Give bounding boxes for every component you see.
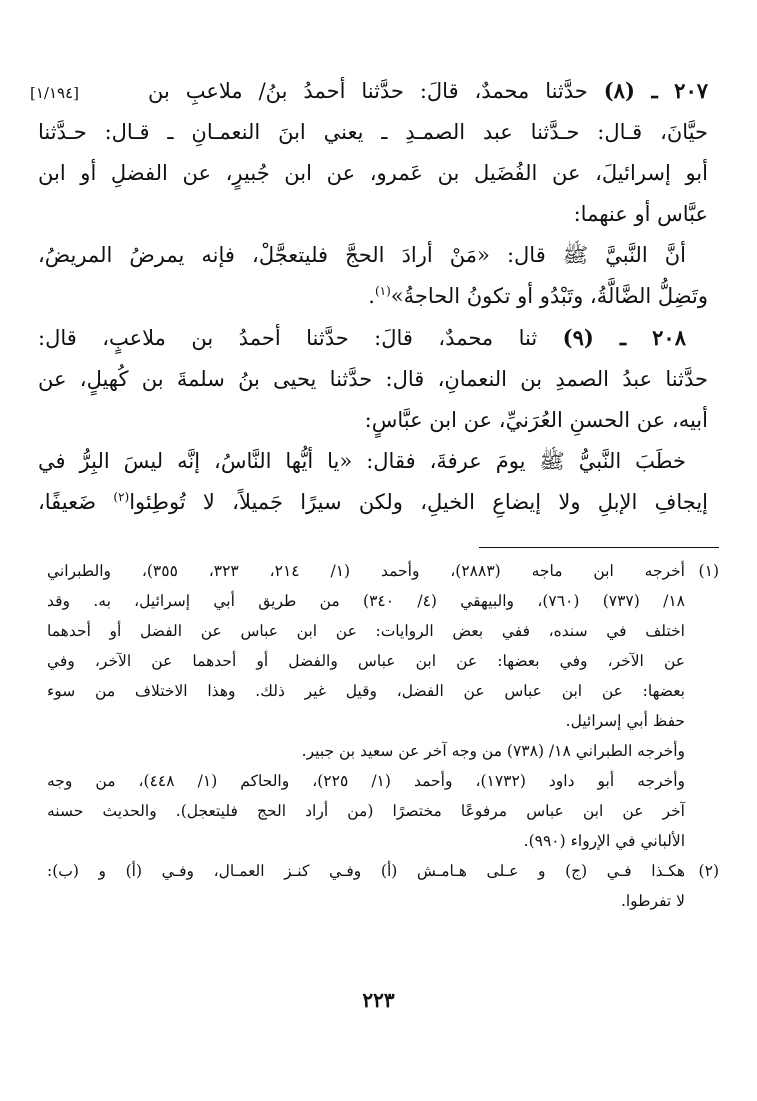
footnote-2 bbox=[47, 856, 719, 916]
hadith-207-number: ٢٠٧ ـ (٨) bbox=[603, 78, 709, 103]
hadith-208-line-1: ٢٠٨ ـ (٩) ثنا محمدٌ، قالَ: حدَّثنا أحمدُ بن ملاعبٍ، قال: bbox=[38, 325, 686, 350]
manuscript-folio-reference: [١/١٩٤] bbox=[30, 84, 79, 102]
footnote-1-number: (١) bbox=[698, 562, 719, 580]
footnote-1-extra-line: الألباني في الإرواء (٩٩٠). bbox=[523, 832, 685, 850]
page-number: ٢٢٣ bbox=[362, 988, 395, 1012]
hadith-208-line-2: حدَّثنا عبدُ الصمدِ بن النعمانِ، قال: حدَّثنا يحيى بنُ سلمةَ بن كُهيلٍ، عن bbox=[38, 367, 708, 391]
footnote-1-line: أخرجه ابن ماجه (٢٨٨٣)، وأحمد (١/ ٢١٤، ٣٢٣، ٣٥٥)، والطبراني bbox=[47, 562, 685, 580]
footnote-2-line: هكـذا فـي (ج) و عـلى هـامـش (أ) وفـي كنـز العمـال، وفـي (أ) و (ب): bbox=[47, 862, 685, 880]
footnote-1-line: ١٨/ (٧٣٧) (٧٦٠)، والبيهقي (٤/ ٣٤٠) من طريق أبي إسرائيل، به. وقد bbox=[47, 592, 685, 610]
footnote-1-line: عن الآخر، وفي بعضها: عن ابن عباس والفضل أو أحدهما عن الآخر، وفي bbox=[47, 652, 685, 670]
footnote-marker-1: (١) bbox=[374, 284, 391, 298]
footnotes bbox=[47, 556, 719, 916]
footnote-1-extra-line: وأخرجه أبو داود (١٧٣٢)، وأحمد (١/ ٢٢٥)، والحاكم (١/ ٤٤٨)، من وجه bbox=[47, 772, 686, 790]
footnote-2-number: (٢) bbox=[698, 862, 719, 880]
hadith-207-matn-2: وتَضِلُّ الضَّالَّةُ، وتَبْدُو أو تكونُ الحاجةُ»$^{(١)}$. bbox=[368, 284, 708, 308]
hadith-207-line-2: حيَّانَ، قـال: حـدَّثنا عبد الصمـدِ ـ يعني ابنَ النعمـانِ ـ قـال: حـدَّثنا bbox=[38, 120, 708, 144]
hadith-207-line-1: ٢٠٧ ـ (٨) حدَّثنا محمدٌ، قالَ: حدَّثنا أحمدُ بنُ/ ملاعبِ بن bbox=[148, 78, 709, 103]
footnote-separator bbox=[479, 547, 719, 548]
hadith-208-line-3: أبيه، عن الحسنِ العُرَنيِّ، عن ابن عبَّاسٍ: bbox=[364, 408, 708, 432]
footnote-marker-2: (٢) bbox=[113, 490, 130, 504]
footnote-2-line: لا تفرطوا. bbox=[620, 892, 685, 910]
hadith-208-matn-2: إيجافِ الإبلِ ولا إيضاعِ الخيلِ، ولكن سيرًا جَميلاً، لا تُوطِئوا$^{(٢)}$ ضَعيفًا، bbox=[38, 490, 708, 514]
main-text bbox=[38, 70, 708, 523]
footnote-1-line: اختلف في سنده، ففي بعض الروايات: عن ابن عباس عن الفضل أو أحدهما bbox=[47, 622, 685, 640]
footnote-1-line: بعضها: عن ابن عباس عن الفضل، وقيل غير ذلك. وهذا الاختلاف من سوء bbox=[47, 682, 685, 700]
hadith-207-line-3: أبو إسرائيلَ، عن الفُضَيل بن عَمرو، عن ابن جُبيرٍ، عن الفضلِ أو ابن bbox=[38, 161, 708, 185]
hadith-207-line-4: عبَّاس أو عنهما: bbox=[573, 202, 708, 226]
hadith-208-matn-1: خطَبَ النَّبيُّ ﷺ يومَ عرفةَ، فقال: «يا أيُّها النَّاسُ، إنَّه ليسَ البِرُّ في bbox=[38, 449, 686, 473]
footnote-1-line: حفظ أبي إسرائيل. bbox=[565, 712, 685, 730]
hadith-208-number: ٢٠٨ ـ (٩) bbox=[562, 325, 686, 350]
footnote-1 bbox=[47, 556, 719, 736]
hadith-207-matn-1: أنَّ النَّبيَّ ﷺ قال: «مَنْ أرادَ الحجَّ فليتعجَّلْ، فإنه يمرضُ المريضُ، bbox=[38, 243, 686, 267]
page-body bbox=[30, 70, 709, 523]
footnote-1-continuation bbox=[47, 736, 719, 856]
footnote-1-extra-line: وأخرجه الطبراني ١٨/ (٧٣٨) من وجه آخر عن سعيد بن جبير. bbox=[301, 742, 685, 760]
footnote-1-extra-line: آخر عن ابن عباس مرفوعًا مختصرًا (من أراد الحج فليتعجل). والحديث حسنه bbox=[47, 802, 685, 820]
